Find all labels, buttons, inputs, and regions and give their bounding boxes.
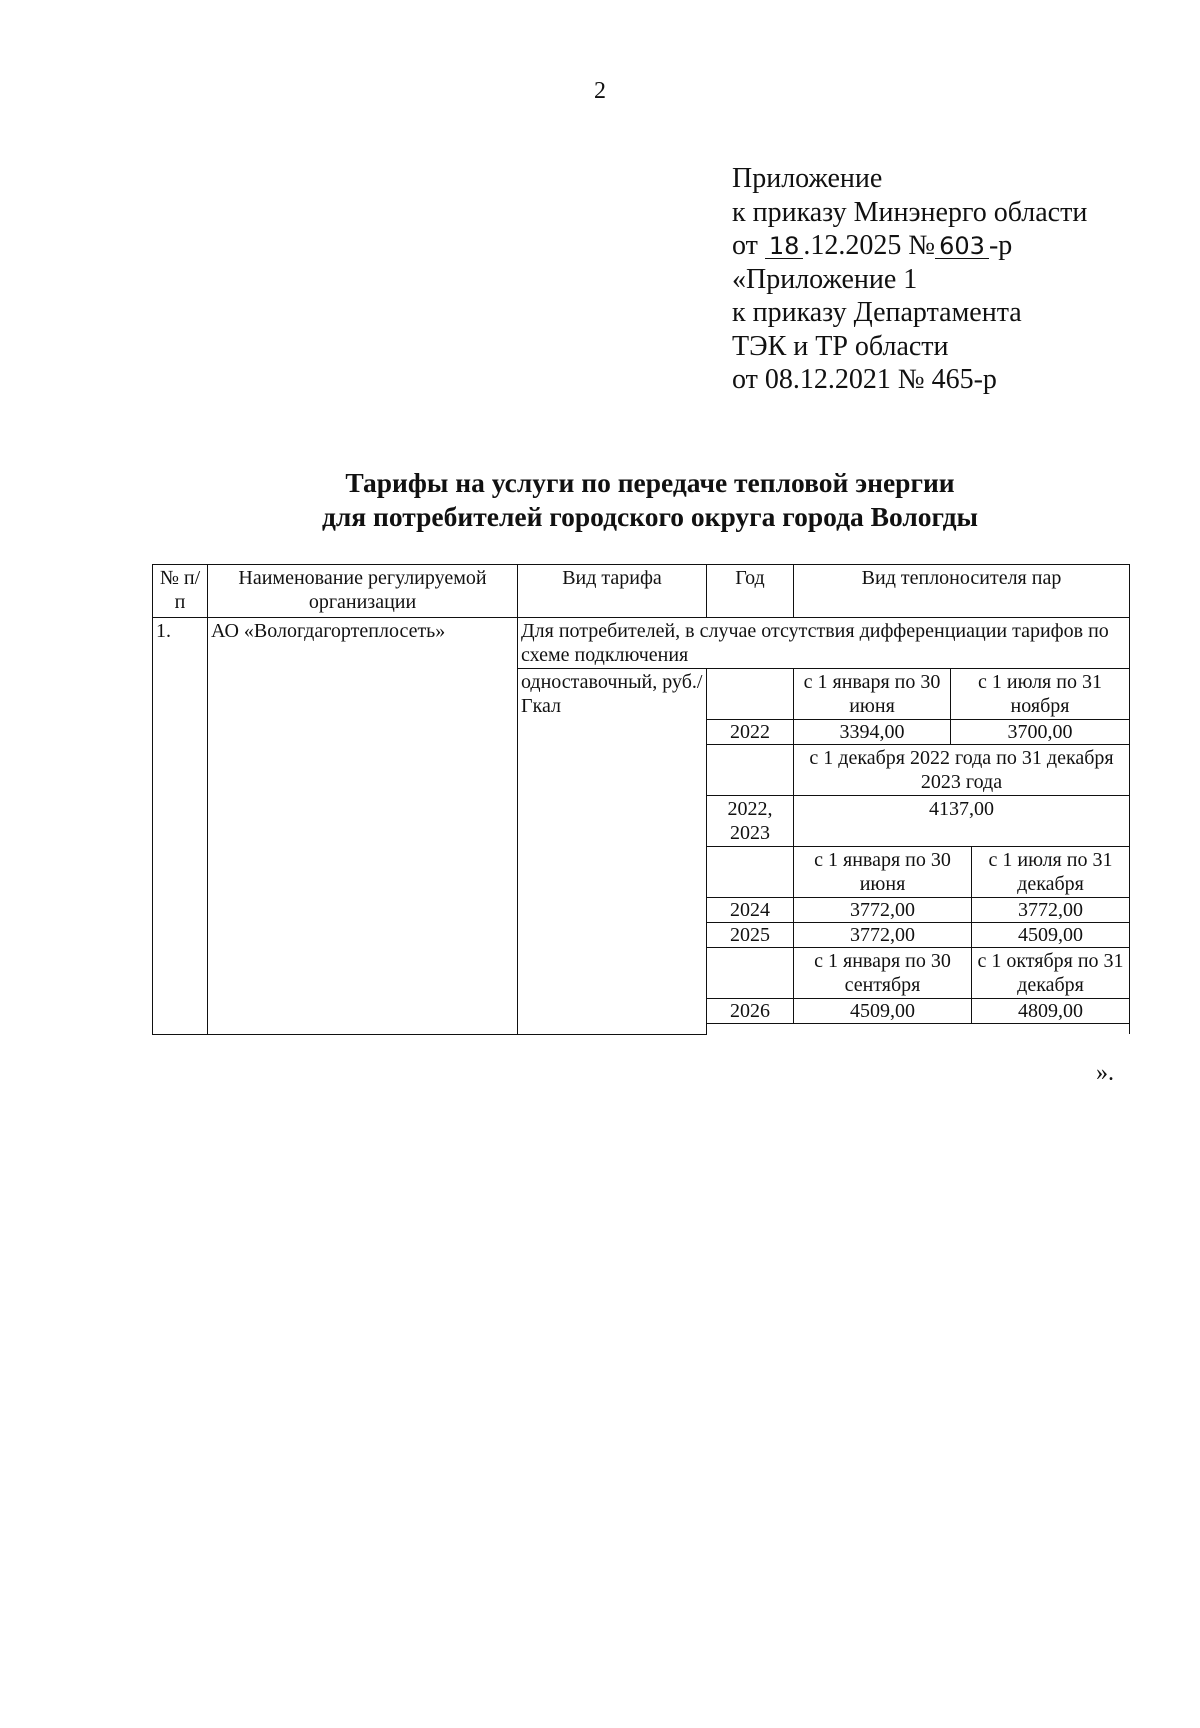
year-cell: 2022 bbox=[707, 720, 794, 745]
page-number: 2 bbox=[594, 78, 606, 104]
period-label: с 1 января по 30 июня bbox=[794, 847, 972, 898]
closing-quote: ». bbox=[1096, 1060, 1114, 1086]
appendix-date-middle: .12.2025 № bbox=[803, 230, 936, 261]
year-cell-empty bbox=[707, 745, 794, 796]
period-label: с 1 января по 30 сентября bbox=[794, 948, 972, 999]
handwritten-order-number: 603 bbox=[935, 234, 989, 259]
appendix-header bbox=[732, 162, 1087, 397]
period-label: с 1 декабря 2022 года по 31 декабря 2023 года bbox=[794, 745, 1130, 796]
header-tariff-type: Вид тарифа bbox=[518, 565, 707, 618]
appendix-date-prefix: от bbox=[732, 230, 765, 261]
handwritten-day: 18 bbox=[765, 234, 804, 259]
header-year: Год bbox=[707, 565, 794, 618]
title-line-1: Тарифы на услуги по передаче тепловой энергии bbox=[345, 467, 955, 498]
tariff-type: одноставочный, руб./Гкал bbox=[518, 669, 707, 1035]
period-label: с 1 июля по 31 ноября bbox=[951, 669, 1130, 720]
appendix-line-7: от 08.12.2021 № 465-р bbox=[732, 364, 997, 395]
appendix-line-6: ТЭК и ТР области bbox=[732, 330, 949, 362]
period-label: с 1 января по 30 июня bbox=[794, 669, 951, 720]
organization-name: АО «Вологдагортеплосеть» bbox=[208, 618, 518, 1035]
year-cell: 2022, 2023 bbox=[707, 796, 794, 847]
appendix-line-4: «Приложение 1 bbox=[732, 263, 918, 295]
year-cell-empty bbox=[707, 948, 794, 999]
tariff-value: 4137,00 bbox=[794, 796, 1130, 847]
table-header-row bbox=[153, 565, 1130, 618]
tariff-value: 4509,00 bbox=[794, 999, 972, 1024]
tariff-value: 3700,00 bbox=[951, 720, 1130, 745]
appendix-line-3 bbox=[732, 229, 1087, 263]
period-label: с 1 июля по 31 декабря bbox=[972, 847, 1130, 898]
tariffs-table bbox=[152, 564, 1130, 1035]
year-cell: 2024 bbox=[707, 898, 794, 923]
appendix-line-1: Приложение bbox=[732, 163, 883, 194]
row-number: 1. bbox=[153, 618, 208, 1035]
table-row bbox=[153, 618, 1130, 669]
filler-cell bbox=[707, 1024, 1130, 1035]
tariff-value: 4509,00 bbox=[972, 923, 1130, 948]
document-title bbox=[0, 466, 1200, 534]
period-label: с 1 октября по 31 декабря bbox=[972, 948, 1130, 999]
tariff-value: 3772,00 bbox=[794, 898, 972, 923]
year-cell-empty bbox=[707, 847, 794, 898]
tariff-value: 3772,00 bbox=[794, 923, 972, 948]
tariff-value: 3394,00 bbox=[794, 720, 951, 745]
appendix-order-suffix: -р bbox=[988, 230, 1013, 261]
appendix-line-2: к приказу Минэнерго области bbox=[732, 196, 1088, 228]
appendix-line-5: к приказу Департамента bbox=[732, 297, 1022, 328]
header-num: № п/п bbox=[153, 565, 208, 618]
year-cell: 2026 bbox=[707, 999, 794, 1024]
year-cell: 2025 bbox=[707, 923, 794, 948]
header-heat-carrier: Вид теплоносителя пар bbox=[794, 565, 1130, 618]
header-organization: Наименование регулируемой организации bbox=[208, 565, 518, 618]
consumer-group-label: Для потребителей, в случае отсутствия дифференциации тарифов по схеме подключения bbox=[518, 618, 1130, 669]
tariff-value: 4809,00 bbox=[972, 999, 1130, 1024]
year-cell-empty bbox=[707, 669, 794, 720]
title-line-2: для потребителей городского округа города Вологды bbox=[321, 501, 979, 532]
tariff-value: 3772,00 bbox=[972, 898, 1130, 923]
